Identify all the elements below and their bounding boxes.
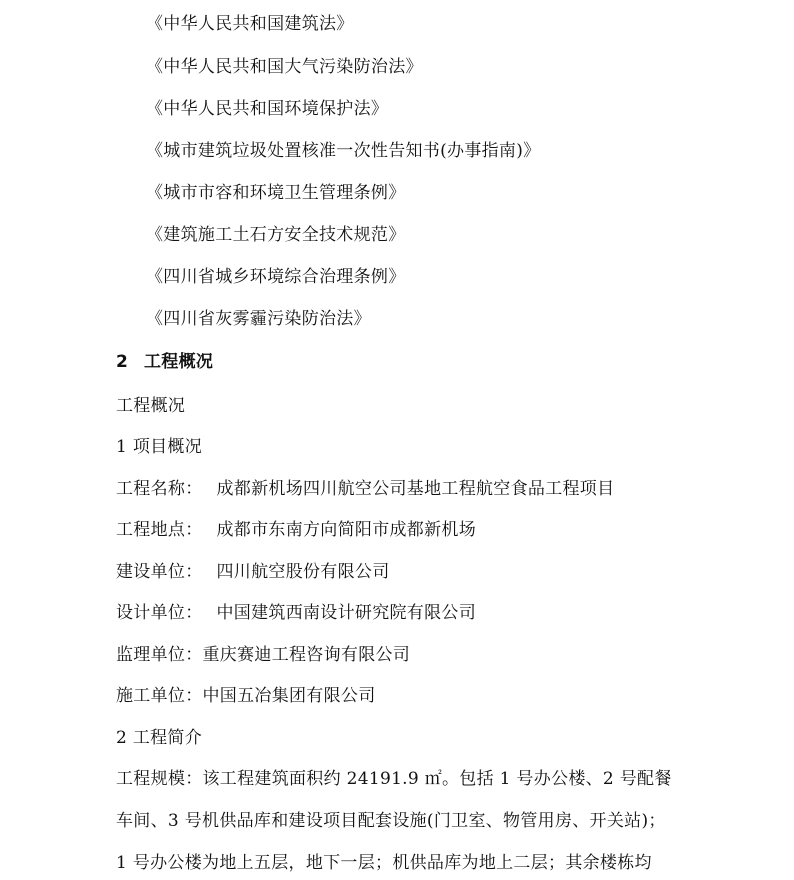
law-item: 《中华人民共和国建筑法》 (146, 14, 354, 34)
field-label: 工程地点： (116, 520, 203, 540)
field-value: 四川航空股份有限公司 (216, 562, 390, 582)
field-contractor (116, 684, 376, 708)
field-label: 设计单位： (116, 603, 203, 623)
project-overview-heading: 1 项目概况 (116, 437, 203, 457)
law-item: 《四川省灰雾霾污染防治法》 (146, 309, 371, 329)
section-title: 工程概况 (144, 352, 214, 372)
field-construction-unit (116, 560, 390, 584)
field-value: 中国建筑西南设计研究院有限公司 (216, 603, 476, 623)
paragraph-line: 车间、3 号机供品库和建设项目配套设施(门卫室、物管用房、开关站)； (116, 811, 666, 831)
field-value: 成都新机场四川航空公司基地工程航空食品工程项目 (216, 479, 615, 499)
field-label: 工程名称： (116, 479, 203, 499)
law-item: 《城市建筑垃圾处置核准一次性告知书(办事指南)》 (146, 141, 541, 161)
section-heading (116, 350, 213, 374)
field-value: 中国五冶集团有限公司 (202, 686, 376, 706)
law-item: 《城市市容和环境卫生管理条例》 (146, 183, 406, 203)
field-project-name (116, 477, 614, 501)
field-label: 监理单位： (116, 645, 203, 665)
field-value: 成都市东南方向简阳市成都新机场 (216, 520, 476, 540)
section-number: 2 (116, 352, 129, 372)
field-project-location (116, 518, 476, 542)
subtitle: 工程概况 (116, 396, 186, 416)
paragraph-line: 工程规模：该工程建筑面积约 24191.9 ㎡。包括 1 号办公楼、2 号配餐 (116, 769, 672, 789)
law-item: 《中华人民共和国环境保护法》 (146, 99, 389, 119)
project-intro-heading: 2 工程简介 (116, 728, 203, 748)
law-item: 《中华人民共和国大气污染防治法》 (146, 57, 423, 77)
law-item: 《建筑施工土石方安全技术规范》 (146, 225, 406, 245)
field-label: 施工单位： (116, 686, 203, 706)
law-item: 《四川省城乡环境综合治理条例》 (146, 267, 406, 287)
field-label: 建设单位： (116, 562, 203, 582)
field-value: 重庆赛迪工程咨询有限公司 (202, 645, 411, 665)
paragraph-line: 1 号办公楼为地上五层，地下一层；机供品库为地上二层；其余楼栋均 (116, 853, 652, 873)
field-supervision-unit (116, 643, 410, 667)
field-design-unit (116, 601, 476, 625)
